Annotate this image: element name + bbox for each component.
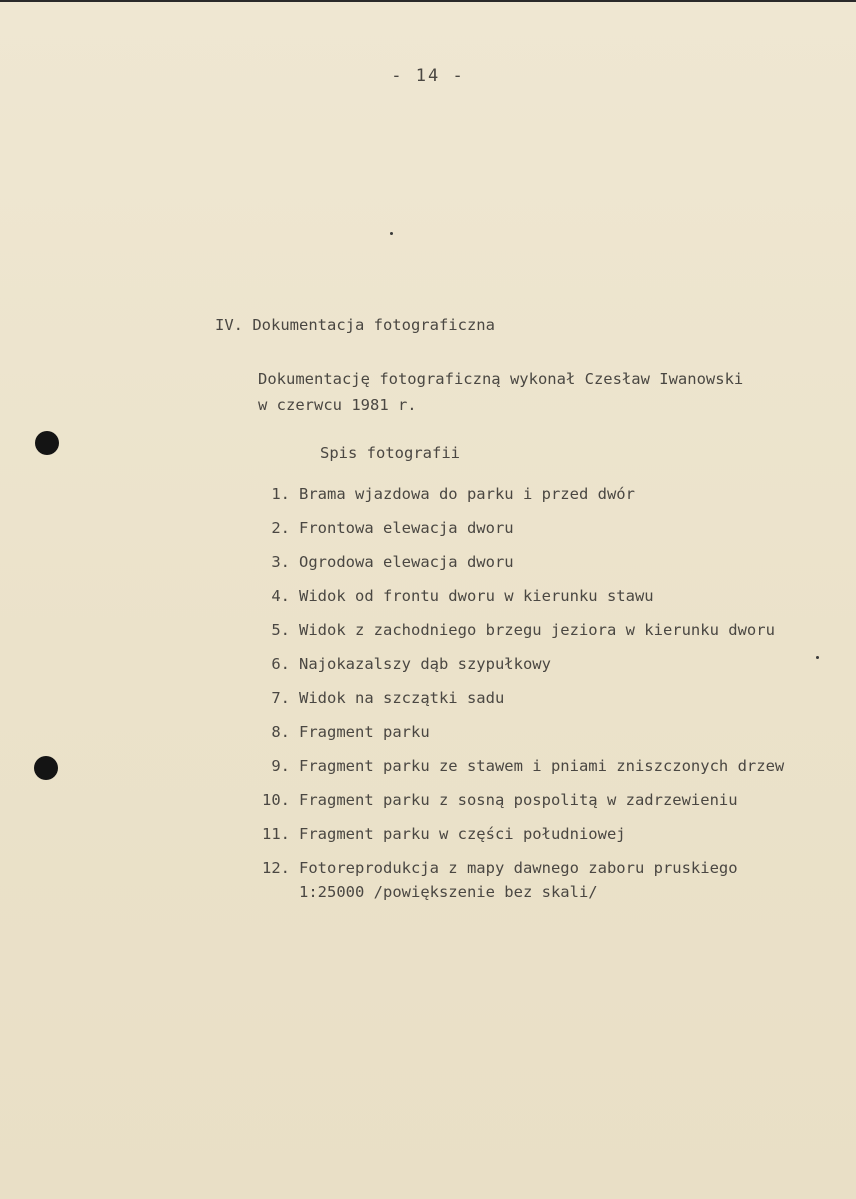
item-number: 6.: [271, 655, 290, 673]
item-number: 4.: [271, 587, 290, 605]
item-text: Fragment parku ze stawem i pniami zniszczonych drzew: [299, 757, 785, 775]
item-number: 11.: [262, 825, 290, 843]
page-number: - 14 -: [391, 66, 465, 86]
item-text: Frontowa elewacja dworu: [299, 519, 514, 537]
intro-paragraph: [258, 366, 743, 418]
item-text: Fragment parku z sosną pospolitą w zadrzewieniu: [299, 791, 738, 809]
item-number: 10.: [262, 791, 290, 809]
punch-hole-icon: [35, 431, 59, 455]
item-number: 5.: [271, 621, 290, 639]
item-text-continuation: 1:25000 /powiększenie bez skali/: [299, 883, 598, 901]
paragraph-line: w czerwcu 1981 r.: [258, 396, 417, 414]
item-number: 7.: [271, 689, 290, 707]
photo-list-heading: Spis fotografii: [320, 444, 460, 462]
scan-edge: [0, 0, 856, 2]
ink-speck: [816, 656, 819, 659]
punch-hole-icon: [34, 756, 58, 780]
item-text: Widok od frontu dworu w kierunku stawu: [299, 587, 654, 605]
item-text: Widok z zachodniego brzegu jeziora w kierunku dworu: [299, 621, 775, 639]
paragraph-line: Dokumentację fotograficzną wykonał Czesław Iwanowski: [258, 370, 744, 388]
item-number: 2.: [271, 519, 290, 537]
item-text: Widok na szczątki sadu: [299, 689, 505, 707]
section-heading: IV. Dokumentacja fotograficzna: [215, 316, 495, 334]
item-text-line: Fotoreprodukcja z mapy dawnego zaboru pruskiego: [299, 859, 738, 877]
item-text: Brama wjazdowa do parku i przed dwór: [299, 485, 635, 503]
item-text: Fragment parku: [299, 723, 430, 741]
item-number: 12.: [262, 859, 290, 877]
ink-speck: [390, 232, 393, 235]
item-number: 1.: [271, 485, 290, 503]
item-text: Najokazalszy dąb szypułkowy: [299, 655, 551, 673]
item-number: 9.: [271, 757, 290, 775]
item-text: Ogrodowa elewacja dworu: [299, 553, 514, 571]
item-text: Fragment parku w części południowej: [299, 825, 626, 843]
item-number: 8.: [271, 723, 290, 741]
item-number: 3.: [271, 553, 290, 571]
item-text: [299, 859, 738, 901]
